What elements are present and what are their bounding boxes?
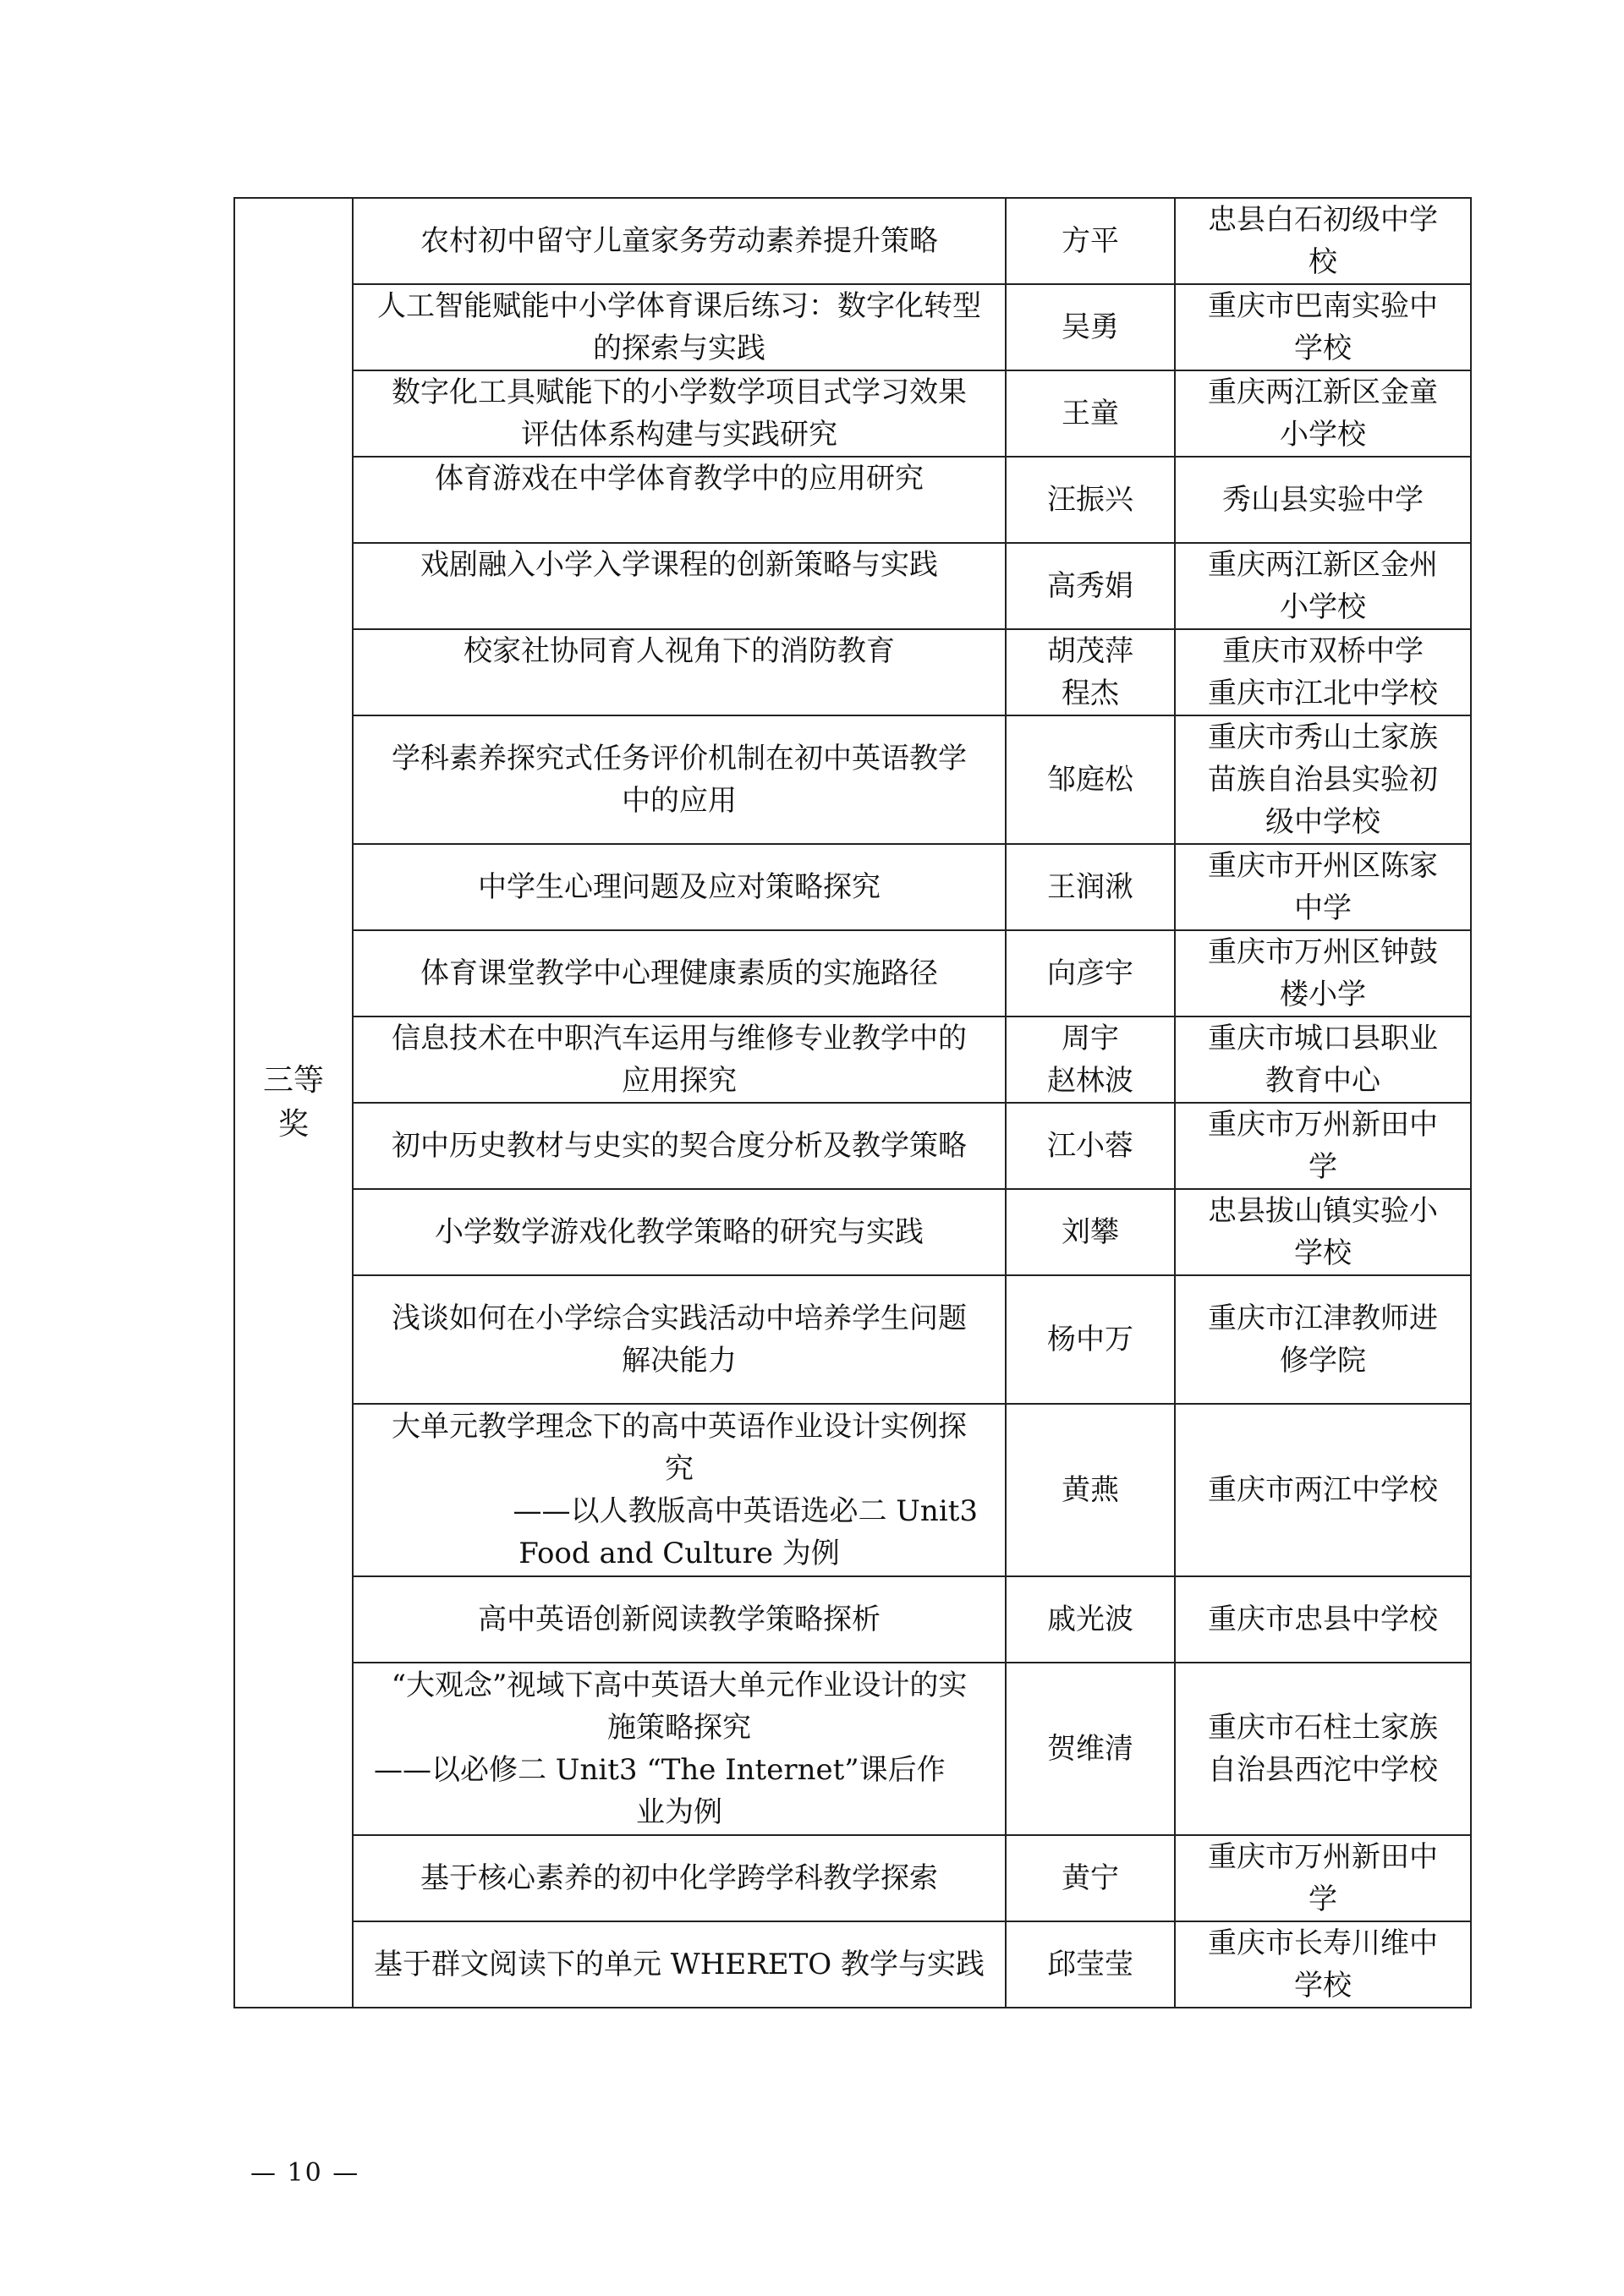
paper-title-line: 中的应用 bbox=[622, 784, 737, 818]
table-row bbox=[234, 629, 1471, 715]
table-row bbox=[234, 284, 1471, 370]
paper-title-line: 中学生心理问题及应对策略探究 bbox=[478, 870, 881, 904]
author-name: 程杰 bbox=[1062, 677, 1119, 710]
author-name: 杨中万 bbox=[1047, 1323, 1133, 1356]
school-name-line: 学 bbox=[1309, 1882, 1337, 1916]
school-cell bbox=[1175, 1275, 1471, 1404]
table-row bbox=[234, 1189, 1471, 1275]
author-name: 邹庭松 bbox=[1047, 763, 1133, 797]
author-name: 向彦宇 bbox=[1047, 956, 1133, 990]
school-name-line: 小学校 bbox=[1280, 590, 1366, 624]
paper-title-line: 体育游戏在中学体育教学中的应用研究 bbox=[435, 462, 924, 496]
author-name: 黄燕 bbox=[1062, 1473, 1119, 1507]
author-name: 黄宁 bbox=[1062, 1861, 1119, 1895]
paper-title-cell bbox=[353, 370, 1006, 457]
paper-title-line: 小学数学游戏化教学策略的研究与实践 bbox=[435, 1215, 924, 1249]
author-name: 戚光波 bbox=[1047, 1603, 1133, 1636]
table-row bbox=[234, 1404, 1471, 1576]
school-name-line: 重庆市万州新田中 bbox=[1208, 1840, 1438, 1874]
school-name-line: 小学校 bbox=[1280, 418, 1366, 452]
school-name-line: 重庆市万州新田中 bbox=[1208, 1108, 1438, 1142]
school-name-line: 重庆市长寿川维中 bbox=[1208, 1926, 1438, 1960]
school-cell bbox=[1175, 1189, 1471, 1275]
paper-title-cell bbox=[353, 457, 1006, 543]
paper-title-line: 基于群文阅读下的单元 WHERETO 教学与实践 bbox=[373, 1948, 985, 1981]
paper-title-line: ——以人教版高中英语选必二 Unit3 bbox=[513, 1494, 978, 1528]
author-cell bbox=[1006, 1921, 1175, 2008]
paper-title-cell bbox=[353, 1663, 1006, 1835]
school-name-line: 重庆市江北中学校 bbox=[1208, 677, 1438, 710]
school-name-line: 重庆市开州区陈家 bbox=[1208, 849, 1438, 883]
paper-title-line: 高中英语创新阅读教学策略探析 bbox=[478, 1603, 881, 1636]
paper-title-line: 的探索与实践 bbox=[593, 332, 765, 365]
table-row bbox=[234, 543, 1471, 629]
author-name: 方平 bbox=[1062, 224, 1119, 258]
paper-title-line: 人工智能赋能中小学体育课后练习：数字化转型 bbox=[377, 289, 981, 323]
author-cell bbox=[1006, 1404, 1175, 1576]
author-cell bbox=[1006, 1016, 1175, 1103]
paper-title-cell bbox=[353, 930, 1006, 1016]
paper-title-cell bbox=[353, 1404, 1006, 1576]
author-name: 刘攀 bbox=[1062, 1215, 1119, 1249]
school-cell bbox=[1175, 370, 1471, 457]
school-name-line: 重庆两江新区金童 bbox=[1208, 375, 1438, 409]
school-name-line: 秀山县实验中学 bbox=[1222, 483, 1424, 517]
school-cell bbox=[1175, 543, 1471, 629]
school-name-line: 学 bbox=[1309, 1150, 1337, 1184]
author-cell bbox=[1006, 457, 1175, 543]
paper-title-cell bbox=[353, 543, 1006, 629]
award-table-body bbox=[234, 198, 1471, 2008]
paper-title-line: 大单元教学理念下的高中英语作业设计实例探 bbox=[392, 1410, 967, 1444]
school-cell bbox=[1175, 198, 1471, 284]
author-name: 高秀娟 bbox=[1047, 569, 1133, 603]
page-number: — 10 — bbox=[250, 2158, 360, 2188]
author-cell bbox=[1006, 198, 1175, 284]
author-name: 江小蓉 bbox=[1047, 1129, 1133, 1163]
school-cell bbox=[1175, 284, 1471, 370]
paper-title-line: Food and Culture 为例 bbox=[518, 1537, 840, 1570]
author-name: 王童 bbox=[1062, 397, 1119, 430]
author-cell bbox=[1006, 1835, 1175, 1921]
table-row bbox=[234, 1275, 1471, 1404]
school-cell bbox=[1175, 1921, 1471, 2008]
school-cell bbox=[1175, 1103, 1471, 1189]
table-row bbox=[234, 844, 1471, 930]
school-cell bbox=[1175, 1663, 1471, 1835]
paper-title-cell bbox=[353, 844, 1006, 930]
paper-title-line: 农村初中留守儿童家务劳动素养提升策略 bbox=[420, 224, 938, 258]
school-name-line: 重庆市江津教师进 bbox=[1208, 1301, 1438, 1335]
paper-title-line: 初中历史教材与史实的契合度分析及教学策略 bbox=[392, 1129, 967, 1163]
author-name: 汪振兴 bbox=[1047, 483, 1133, 517]
school-name-line: 教育中心 bbox=[1265, 1064, 1380, 1098]
paper-title-cell bbox=[353, 284, 1006, 370]
school-cell bbox=[1175, 1835, 1471, 1921]
school-name-line: 重庆市万州区钟鼓 bbox=[1208, 935, 1438, 969]
school-name-line: 重庆市石柱土家族 bbox=[1208, 1711, 1438, 1745]
paper-title-line: 校家社协同育人视角下的消防教育 bbox=[464, 634, 895, 668]
table-row bbox=[234, 1576, 1471, 1663]
paper-title-line: 基于核心素养的初中化学跨学科教学探索 bbox=[420, 1861, 938, 1895]
table-row bbox=[234, 457, 1471, 543]
paper-title-line: 浅谈如何在小学综合实践活动中培养学生问题 bbox=[392, 1301, 967, 1335]
author-name: 吴勇 bbox=[1062, 310, 1119, 344]
paper-title-line: 信息技术在中职汽车运用与维修专业教学中的 bbox=[392, 1022, 967, 1055]
author-cell bbox=[1006, 629, 1175, 715]
school-name-line: 中学 bbox=[1294, 891, 1352, 925]
school-cell bbox=[1175, 629, 1471, 715]
school-name-line: 重庆市城口县职业 bbox=[1208, 1022, 1438, 1055]
school-cell bbox=[1175, 1576, 1471, 1663]
author-cell bbox=[1006, 543, 1175, 629]
paper-title-line: ——以必修二 Unit3 “The Internet”课后作 bbox=[374, 1753, 946, 1787]
paper-title-line: 业为例 bbox=[636, 1795, 722, 1829]
school-name-line: 学校 bbox=[1294, 332, 1352, 365]
table-row bbox=[234, 1016, 1471, 1103]
paper-title-line: 究 bbox=[665, 1452, 694, 1486]
school-name-line: 忠县拔山镇实验小 bbox=[1208, 1194, 1438, 1228]
paper-title-line: 施策略探究 bbox=[607, 1711, 751, 1745]
school-cell bbox=[1175, 930, 1471, 1016]
school-cell bbox=[1175, 1016, 1471, 1103]
school-name-line: 级中学校 bbox=[1265, 805, 1380, 839]
table-row bbox=[234, 1663, 1471, 1835]
award-table bbox=[233, 197, 1472, 2008]
paper-title-cell bbox=[353, 1275, 1006, 1404]
author-cell bbox=[1006, 284, 1175, 370]
paper-title-line: 应用探究 bbox=[622, 1064, 737, 1098]
paper-title-cell bbox=[353, 1835, 1006, 1921]
author-cell bbox=[1006, 1576, 1175, 1663]
paper-title-cell bbox=[353, 198, 1006, 284]
school-name-line: 忠县白石初级中学 bbox=[1208, 203, 1438, 237]
school-name-line: 校 bbox=[1309, 245, 1337, 279]
school-name-line: 学校 bbox=[1294, 1236, 1352, 1270]
author-name: 邱莹莹 bbox=[1047, 1948, 1133, 1981]
paper-title-line: 戏剧融入小学入学课程的创新策略与实践 bbox=[420, 548, 938, 582]
table-row bbox=[234, 370, 1471, 457]
table-row bbox=[234, 1103, 1471, 1189]
paper-title-line: 数字化工具赋能下的小学数学项目式学习效果 bbox=[392, 375, 967, 409]
school-name-line: 重庆两江新区金州 bbox=[1208, 548, 1438, 582]
school-cell bbox=[1175, 715, 1471, 844]
table-row bbox=[234, 1835, 1471, 1921]
school-cell bbox=[1175, 1404, 1471, 1576]
paper-title-cell bbox=[353, 1921, 1006, 2008]
table-row bbox=[234, 198, 1471, 284]
paper-title-line: “大观念”视域下高中英语大单元作业设计的实 bbox=[391, 1669, 968, 1702]
school-name-line: 自治县西沱中学校 bbox=[1208, 1753, 1438, 1787]
school-name-line: 楼小学 bbox=[1280, 978, 1366, 1011]
author-cell bbox=[1006, 370, 1175, 457]
paper-title-line: 评估体系构建与实践研究 bbox=[521, 418, 837, 452]
school-name-line: 重庆市双桥中学 bbox=[1222, 634, 1424, 668]
table-row bbox=[234, 930, 1471, 1016]
paper-title-line: 体育课堂教学中心理健康素质的实施路径 bbox=[420, 956, 938, 990]
author-name: 王润湫 bbox=[1047, 870, 1133, 904]
author-cell bbox=[1006, 844, 1175, 930]
author-cell bbox=[1006, 1663, 1175, 1835]
award-level-cell bbox=[234, 198, 353, 2008]
paper-title-line: 解决能力 bbox=[622, 1344, 737, 1378]
school-cell bbox=[1175, 457, 1471, 543]
author-name: 胡茂萍 bbox=[1047, 634, 1133, 668]
school-name-line: 修学院 bbox=[1280, 1344, 1366, 1378]
author-cell bbox=[1006, 930, 1175, 1016]
paper-title-cell bbox=[353, 1576, 1006, 1663]
paper-title-cell bbox=[353, 1189, 1006, 1275]
paper-title-cell bbox=[353, 1016, 1006, 1103]
school-name-line: 重庆市忠县中学校 bbox=[1208, 1603, 1438, 1636]
table-row bbox=[234, 1921, 1471, 2008]
author-cell bbox=[1006, 715, 1175, 844]
school-name-line: 重庆市巴南实验中 bbox=[1208, 289, 1438, 323]
table-row bbox=[234, 715, 1471, 844]
school-name-line: 学校 bbox=[1294, 1969, 1352, 2003]
school-cell bbox=[1175, 844, 1471, 930]
paper-title-line: 学科素养探究式任务评价机制在初中英语教学 bbox=[392, 742, 967, 775]
author-cell bbox=[1006, 1103, 1175, 1189]
author-name: 贺维清 bbox=[1047, 1732, 1133, 1766]
school-name-line: 苗族自治县实验初 bbox=[1208, 763, 1438, 797]
school-name-line: 重庆市两江中学校 bbox=[1208, 1473, 1438, 1507]
paper-title-cell bbox=[353, 715, 1006, 844]
paper-title-cell bbox=[353, 1103, 1006, 1189]
author-name: 周宇 bbox=[1062, 1022, 1119, 1055]
author-cell bbox=[1006, 1189, 1175, 1275]
author-cell bbox=[1006, 1275, 1175, 1404]
school-name-line: 重庆市秀山土家族 bbox=[1208, 721, 1438, 754]
author-name: 赵林波 bbox=[1047, 1064, 1133, 1098]
paper-title-cell bbox=[353, 629, 1006, 715]
award-level: 三等奖 bbox=[262, 1063, 324, 1142]
